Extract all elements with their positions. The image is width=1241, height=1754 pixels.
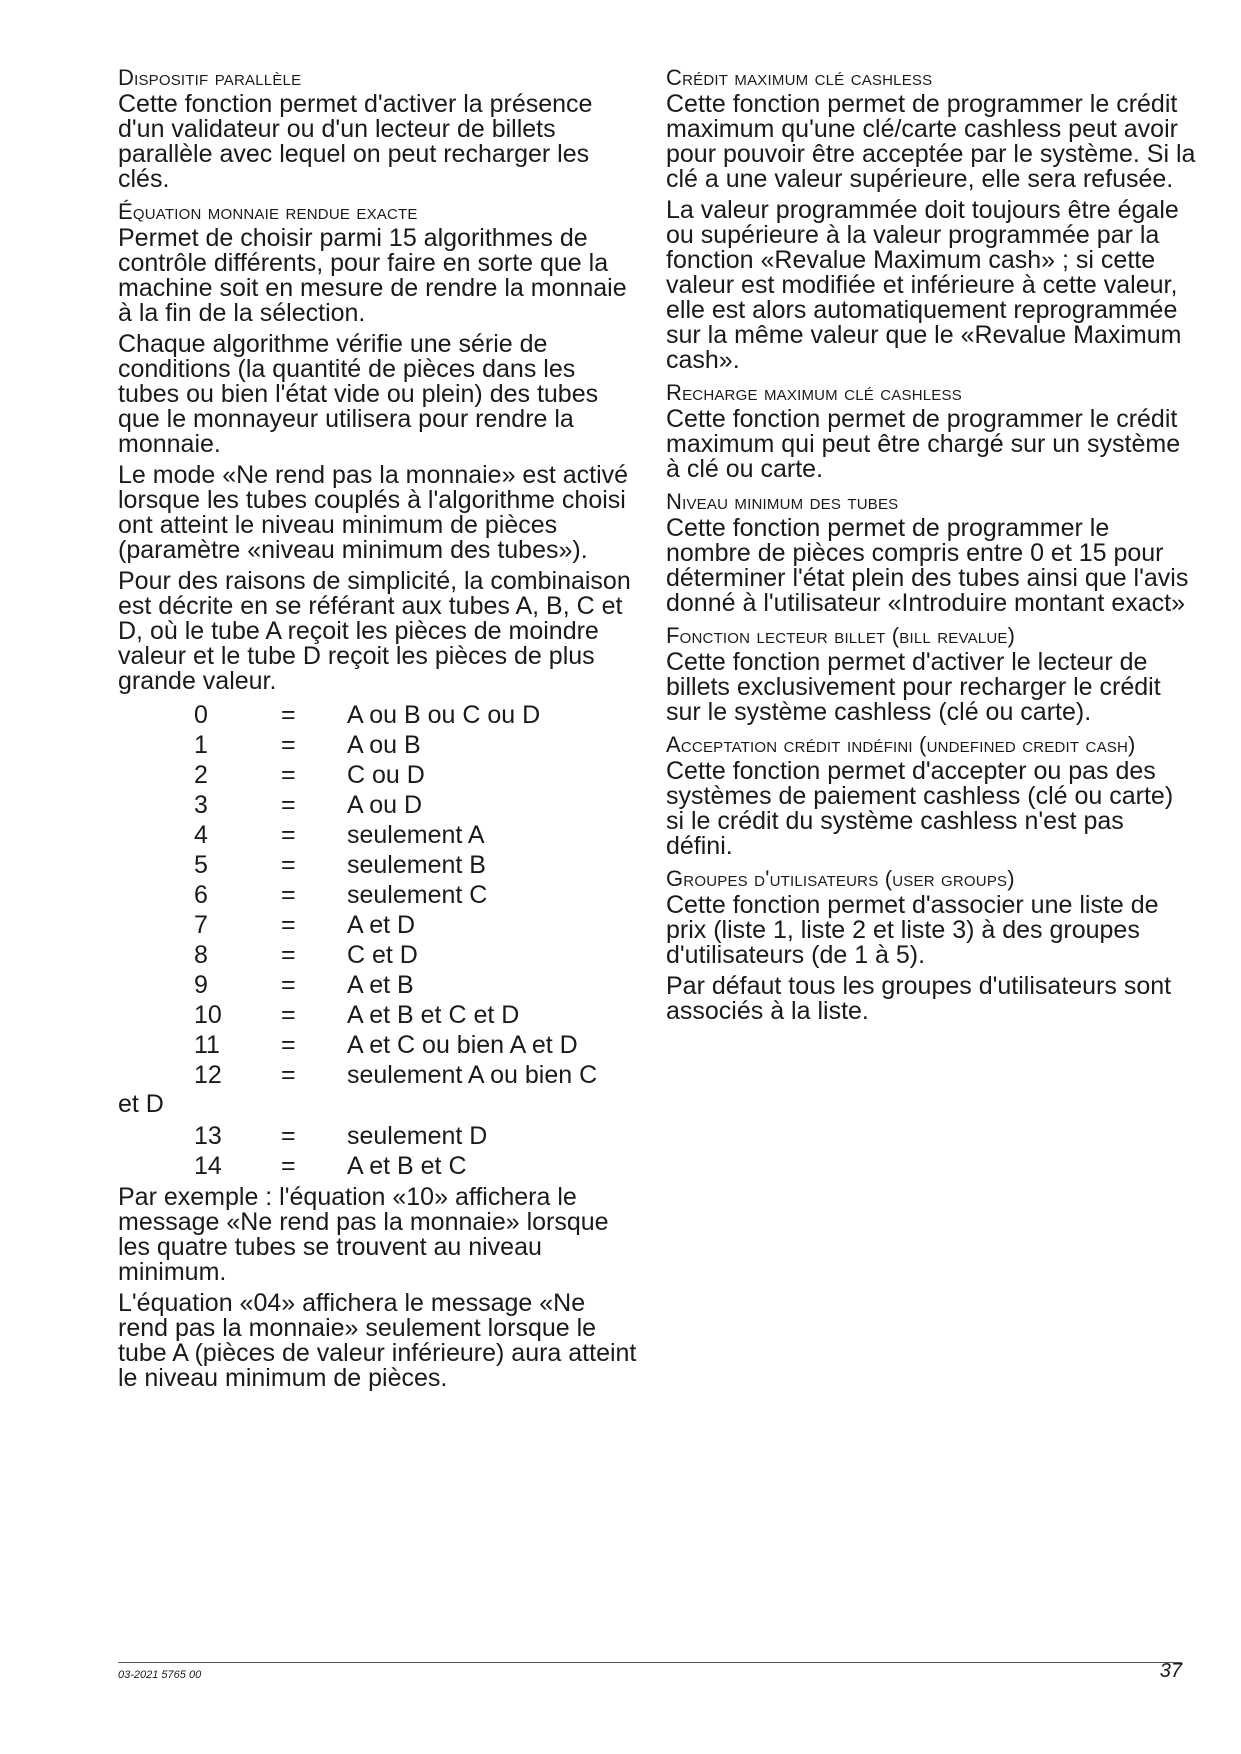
paragraph: Chaque algorithme vérifie une série de conditions (la quantité de pièces dans les tubes ou bien l'état vide ou plein) des tubes que le monnayeur utilisera pour rendre la monnaie. xyxy=(118,330,599,458)
section-groupes-utilisateurs xyxy=(666,867,1196,1024)
equation-description: seulement D xyxy=(347,1122,488,1150)
paragraph: Cette fonction permet d'associer une liste de prix (liste 1, liste 2 et liste 3) à des groupes d'utilisateurs (de 1 à 5). xyxy=(666,891,1159,969)
equation-description: A ou D xyxy=(347,791,423,819)
equals-sign: = xyxy=(281,851,296,879)
equals-sign: = xyxy=(281,821,296,849)
equals-sign: = xyxy=(281,1001,296,1029)
equation-row xyxy=(118,940,638,970)
footer-document-code: 03-2021 5765 00 xyxy=(118,1669,202,1681)
equals-sign: = xyxy=(281,941,296,969)
equation-row xyxy=(118,1151,638,1181)
equation-description: A et B et C et D xyxy=(347,1001,520,1029)
section-recharge-maximum xyxy=(666,381,1196,482)
equals-sign: = xyxy=(281,761,296,789)
equation-row xyxy=(118,1060,638,1090)
paragraph: Cette fonction permet d'activer le lecteur de billets exclusivement pour recharger le crédit sur le système cashless (clé ou carte). xyxy=(666,648,1161,726)
equals-sign: = xyxy=(281,971,296,999)
equation-row xyxy=(118,1030,638,1060)
equation-number: 5 xyxy=(194,851,208,879)
section-credit-maximum xyxy=(666,66,1196,373)
equation-row xyxy=(118,730,638,760)
equation-description: A et C ou bien A et D xyxy=(347,1031,578,1059)
section-heading: Équation monnaie rendue exacte xyxy=(118,199,418,224)
equation-description: A ou B ou C ou D xyxy=(347,701,541,729)
paragraph: Cette fonction permet de programmer le crédit maximum qu'une clé/carte cashless peut avoir pour pouvoir être acceptée par le système. Si la clé a une valeur supérieure, elle sera refusée. xyxy=(666,90,1196,193)
paragraph: Le mode «Ne rend pas la monnaie» est activé lorsque les tubes couplés à l'algorithme choisi ont atteint le niveau minimum de pièces (paramètre «niveau minimum des tubes»). xyxy=(118,461,629,564)
equation-description: seulement C xyxy=(347,881,488,909)
equation-description: C et D xyxy=(347,941,418,969)
section-heading: Niveau minimum des tubes xyxy=(666,489,899,514)
section-heading: Recharge maximum clé cashless xyxy=(666,380,962,405)
equation-row xyxy=(118,850,638,880)
equation-number: 0 xyxy=(194,701,208,729)
left-column xyxy=(118,66,638,1399)
equation-description: seulement A xyxy=(347,821,485,849)
equation-description: C ou D xyxy=(347,761,425,789)
equation-row xyxy=(118,790,638,820)
equation-row xyxy=(118,880,638,910)
equation-number: 9 xyxy=(194,971,208,999)
equation-description: seulement A ou bien C xyxy=(347,1061,598,1089)
section-dispositif-parallele xyxy=(118,66,638,192)
equation-table xyxy=(118,700,638,1090)
paragraph: Par défaut tous les groupes d'utilisateurs sont associés à la liste. xyxy=(666,972,1172,1025)
equation-row xyxy=(118,970,638,1000)
section-heading: Groupes d'utilisateurs (user groups) xyxy=(666,866,1015,891)
footer-divider xyxy=(118,1662,1182,1663)
paragraph: Cette fonction permet de programmer le crédit maximum qui peut être chargé sur un système à clé ou carte. xyxy=(666,405,1181,483)
equals-sign: = xyxy=(281,701,296,729)
equals-sign: = xyxy=(281,1061,296,1089)
equation-description: A et B et C xyxy=(347,1152,467,1180)
equation-number: 12 xyxy=(194,1061,222,1089)
section-niveau-minimum xyxy=(666,490,1196,616)
paragraph: Cette fonction permet d'activer la présence d'un validateur ou d'un lecteur de billets parallèle avec lequel on peut recharger les clés. xyxy=(118,90,593,193)
equation-description: A et B xyxy=(347,971,414,999)
equation-table-continued xyxy=(118,1121,638,1181)
equals-sign: = xyxy=(281,791,296,819)
equals-sign: = xyxy=(281,731,296,759)
equation-row xyxy=(118,820,638,850)
equation-number: 4 xyxy=(194,821,208,849)
section-acceptation-credit xyxy=(666,733,1196,859)
section-heading: Fonction lecteur billet (bill revalue) xyxy=(666,623,1016,648)
section-heading: Dispositif parallèle xyxy=(118,65,302,90)
paragraph: Pour des raisons de simplicité, la combinaison est décrite en se référant aux tubes A, B, C et D, où le tube A reçoit les pièces de moindre valeur et le tube D reçoit les pièces de plus grande valeur. xyxy=(118,567,631,695)
equation-row xyxy=(118,1121,638,1151)
section-heading: Crédit maximum clé cashless xyxy=(666,65,933,90)
equation-number: 13 xyxy=(194,1122,222,1150)
equation-number: 6 xyxy=(194,881,208,909)
paragraph: Permet de choisir parmi 15 algorithmes de contrôle différents, pour faire en sorte que la machine soit en mesure de rendre la monnaie à la fin de la sélection. xyxy=(118,224,627,327)
equals-sign: = xyxy=(281,881,296,909)
equation-row xyxy=(118,700,638,730)
equals-sign: = xyxy=(281,911,296,939)
section-lecteur-billet xyxy=(666,624,1196,725)
equation-row xyxy=(118,760,638,790)
equation-number: 2 xyxy=(194,761,208,789)
equation-number: 8 xyxy=(194,941,208,969)
paragraph: Par exemple : l'équation «10» affichera le message «Ne rend pas la monnaie» lorsque les quatre tubes se trouvent au niveau minimum. xyxy=(118,1183,609,1286)
right-column xyxy=(666,66,1196,1032)
equation-row xyxy=(118,910,638,940)
equation-description: A ou B xyxy=(347,731,421,759)
equals-sign: = xyxy=(281,1122,296,1150)
paragraph: Cette fonction permet de programmer le nombre de pièces compris entre 0 et 15 pour déterminer l'état plein des tubes ainsi que l'avis donné à l'utilisateur «Introduire montant exact» xyxy=(666,514,1189,617)
equation-number: 14 xyxy=(194,1152,222,1180)
equation-number: 11 xyxy=(194,1031,220,1059)
equation-row xyxy=(118,1000,638,1030)
page-number: 37 xyxy=(1159,1660,1182,1682)
equation-number: 10 xyxy=(194,1001,222,1029)
section-equation-monnaie xyxy=(118,200,638,1391)
equation-table-wrap-text: et D xyxy=(118,1090,164,1118)
equals-sign: = xyxy=(281,1031,296,1059)
equation-description: seulement B xyxy=(347,851,486,879)
equation-number: 1 xyxy=(194,731,208,759)
paragraph: La valeur programmée doit toujours être égale ou supérieure à la valeur programmée par la fonction «Revalue Maximum cash» ; si cette valeur est modifiée et inférieure à cette valeur, elle est alors automatiquement reprogrammée sur la même valeur que le «Revalue Maximum cash». xyxy=(666,196,1182,374)
equation-description: A et D xyxy=(347,911,416,939)
equation-number: 7 xyxy=(194,911,208,939)
section-heading: Acceptation crédit indéfini (undefined credit cash) xyxy=(666,732,1136,757)
equation-number: 3 xyxy=(194,791,208,819)
paragraph: L'équation «04» affichera le message «Ne rend pas la monnaie» seulement lorsque le tube A (pièces de valeur inférieure) aura atteint le niveau minimum de pièces. xyxy=(118,1289,637,1392)
paragraph: Cette fonction permet d'accepter ou pas des systèmes de paiement cashless (clé ou carte) si le crédit du système cashless n'est pas défini. xyxy=(666,757,1174,860)
equals-sign: = xyxy=(281,1152,296,1180)
